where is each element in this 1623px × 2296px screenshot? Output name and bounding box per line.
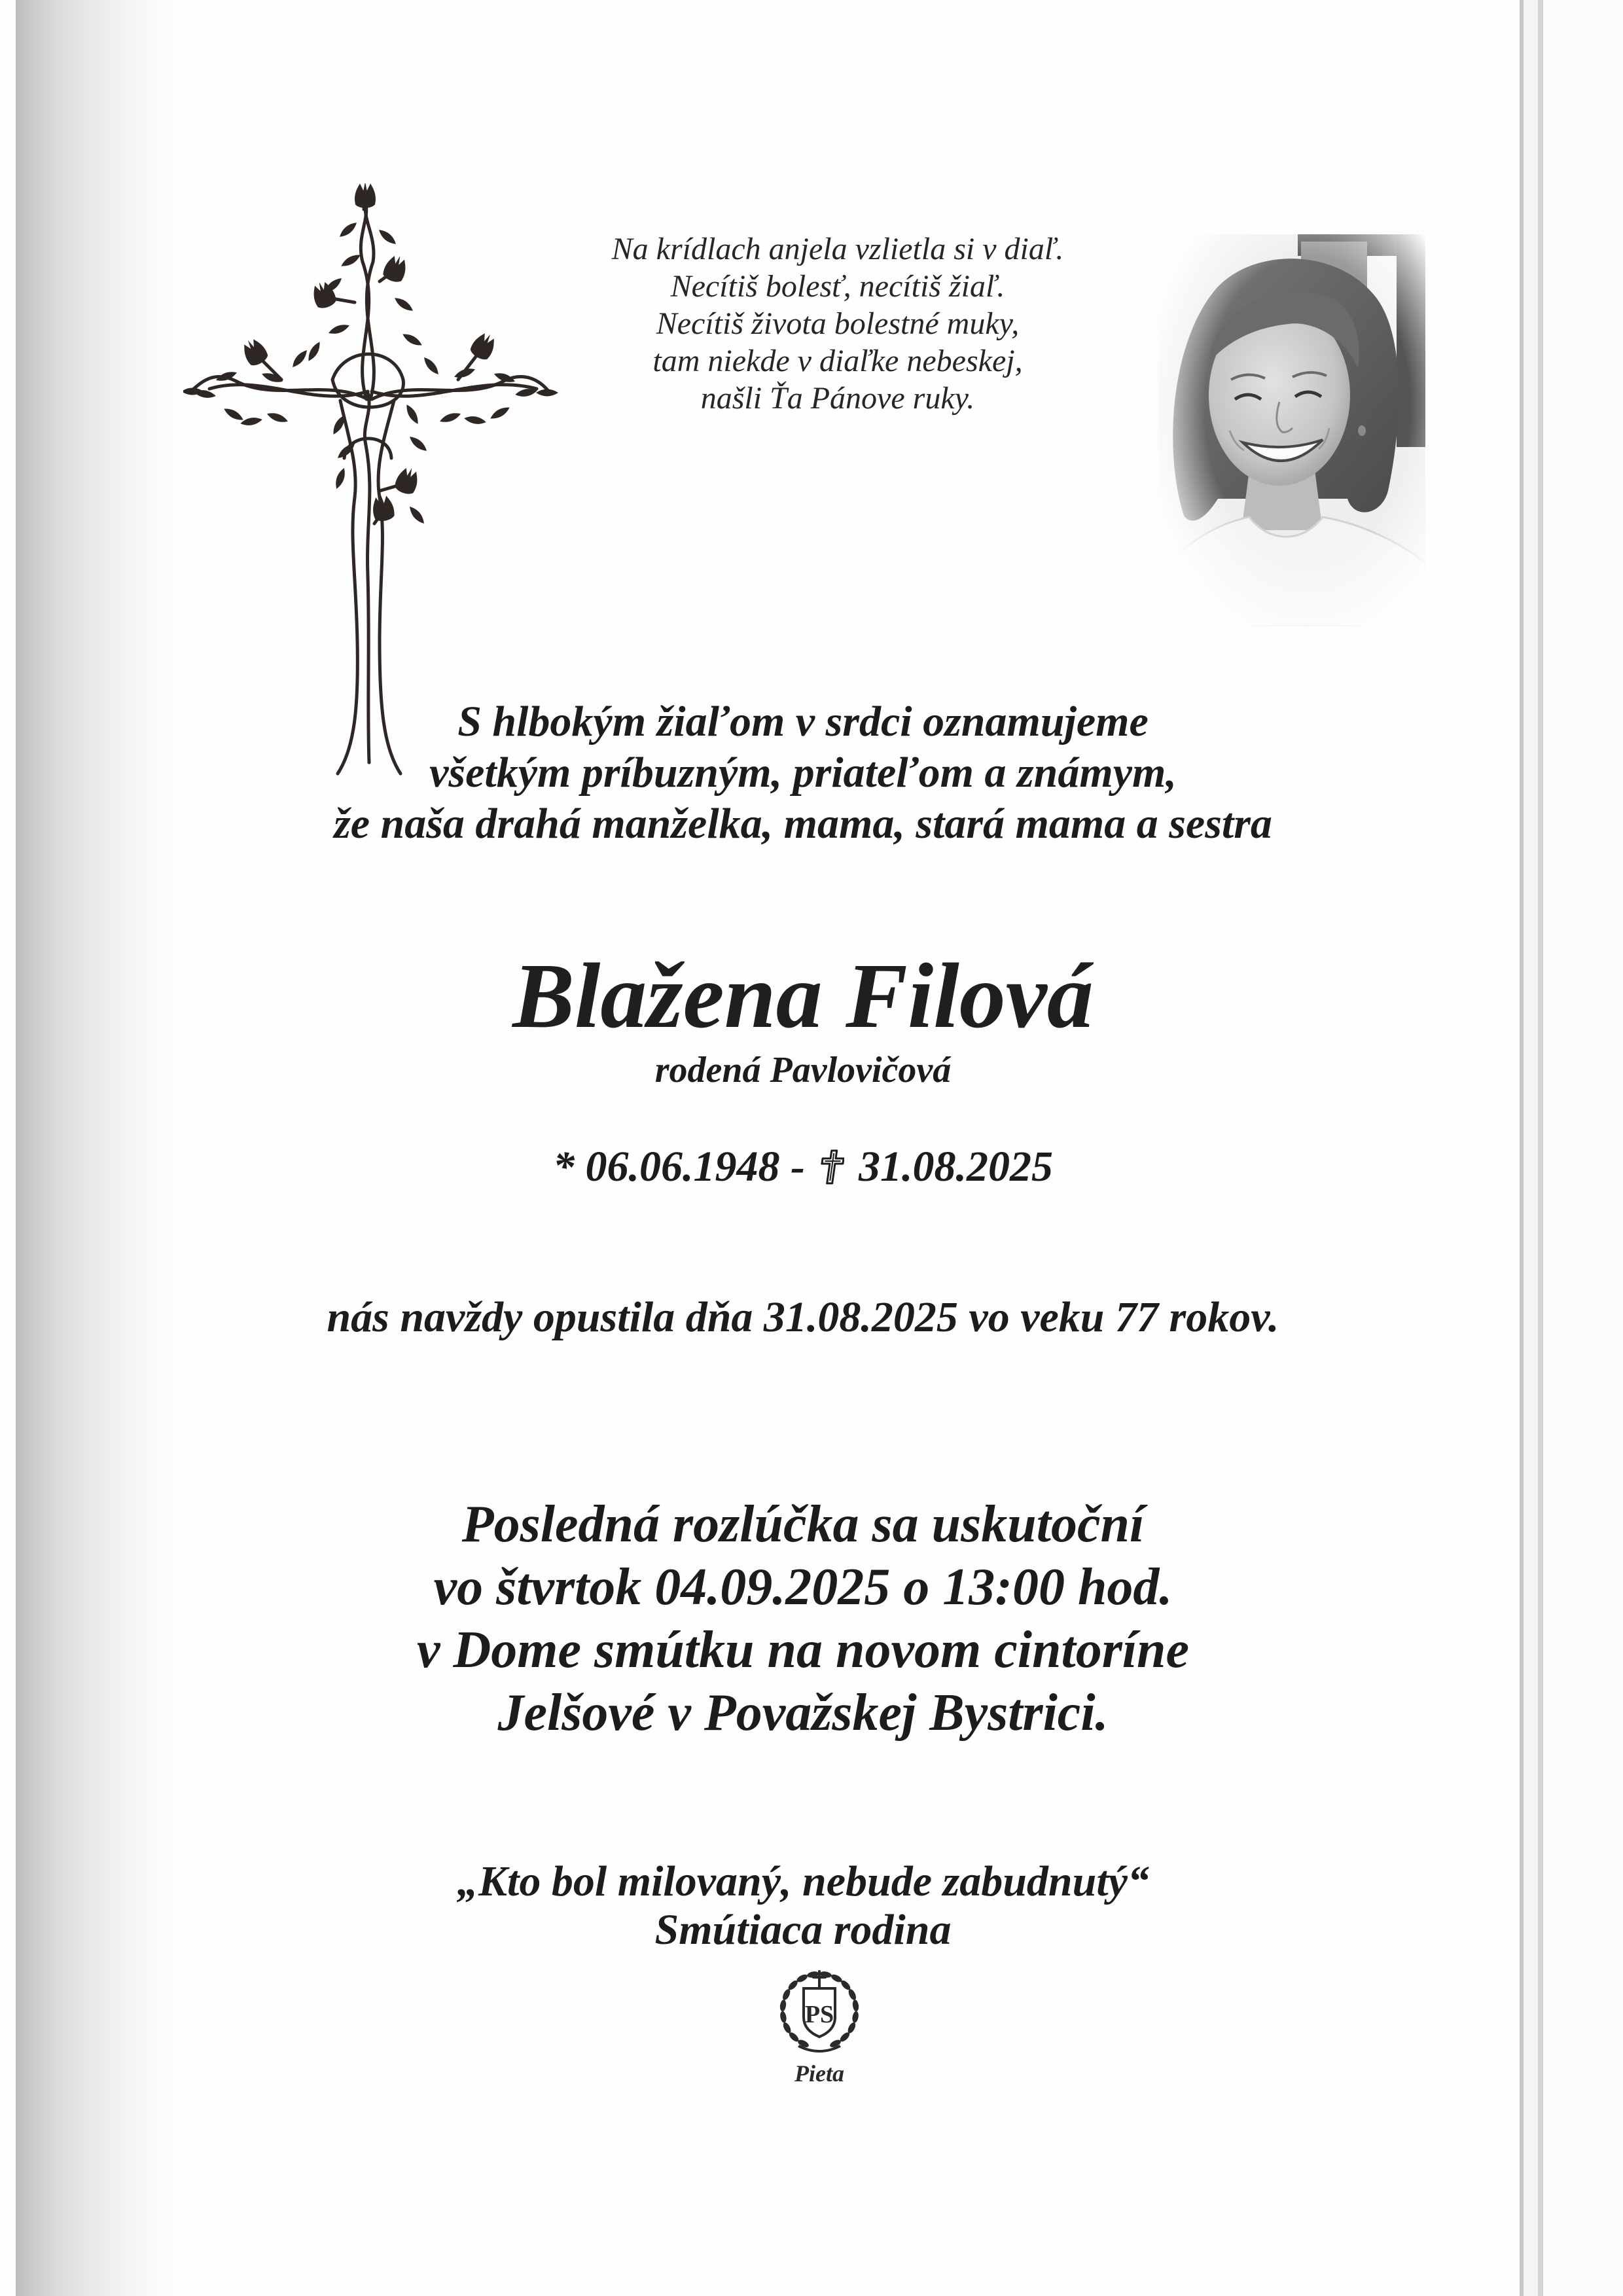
announcement-line: že naša drahá manželka, mama, stará mama a sestra [334,800,1272,848]
wreath-leaf [781,1988,792,2001]
page-edge-gap [1524,0,1538,2296]
funeral-line: vo štvrtok 04.09.2025 o 13:00 hod. [433,1558,1173,1616]
page-edge-line [1538,0,1543,2296]
portrait-photo [1158,234,1425,626]
tree-leaf [453,366,476,380]
tree-tulip [370,493,395,522]
death-date: 31.08.2025 [858,1143,1053,1191]
poem-line: Necítiš bolesť, necítiš žiaľ. [670,269,1005,304]
tree-leaf [240,416,262,427]
closing [149,1857,1457,1954]
poem-line: Na krídlach anjela vzlietla si v diaľ. [611,232,1064,266]
poem-line: tam niekde v diaľke nebeskej, [652,344,1023,378]
tree-leaf [290,348,310,369]
passing-notice: nás navždy opustila dňa 31.08.2025 vo veku 77 rokov. [327,1293,1279,1341]
poem [543,230,1132,417]
wreath-leaf [851,2011,859,2023]
wreath-leaf [847,1988,857,2001]
maiden-name: rodená Pavlovičová [654,1050,952,1090]
tree-leaf [327,322,351,336]
tree-leaf [438,410,462,425]
tree-leaf [421,355,441,376]
logo-monogram: PS [804,2001,834,2028]
poem-line: našli Ťa Pánove ruky. [700,381,975,416]
announcement [149,696,1457,850]
funeral-line: v Dome smútku na novom cintoríne [416,1621,1190,1679]
tree-tulip [355,183,376,208]
wreath-leaf [852,2000,859,2012]
announcement-line: S hlbokým žiaľom v srdci oznamujeme [457,698,1149,745]
closing-quote: „Kto bol milovaný, nebude zabudnutý“ [457,1857,1149,1905]
tree-leaf [393,295,415,314]
funeral-info [149,1493,1457,1744]
birth-date: * 06.06.1948 - [553,1143,805,1191]
tree-leaf [376,227,398,247]
wreath-leaf [779,2000,787,2012]
logo-name: Pieta [794,2060,844,2087]
funeral-line: Posledná rozlúčka sa uskutoční [461,1496,1145,1553]
tree-leaf [407,504,427,526]
family-signature: Smútiaca rodina [654,1906,952,1954]
tree-leaf [463,415,486,426]
life-dates [149,1141,1457,1193]
page-edge-margin [1543,0,1623,2296]
pieta-logo-icon [772,1964,867,2091]
tree-leaf [340,252,363,270]
tree-tulip [393,465,422,497]
cross-icon [818,1149,844,1185]
poem-line: Necítiš života bolestné muky, [656,306,1020,341]
tree-leaf [407,434,429,454]
tree-leaf [337,220,359,240]
tree-leaf [266,410,289,425]
tree-leaf [404,403,421,426]
deceased-name: Blažena Filová [512,944,1094,1047]
tree-leaf [223,406,245,423]
tree-tulip [468,329,499,363]
tree-leaf [489,404,512,422]
tree-leaf [333,467,348,490]
tree-leaf [306,340,323,363]
announcement-line: všetkým príbuzným, priateľom a známym, [429,749,1177,797]
funeral-line: Jelšové v Považskej Bystrici. [497,1684,1109,1742]
wreath-leaf [779,2011,787,2023]
tree-cross-icon [183,183,563,779]
tree-tulip [382,253,410,285]
tree-leaf [401,331,424,349]
